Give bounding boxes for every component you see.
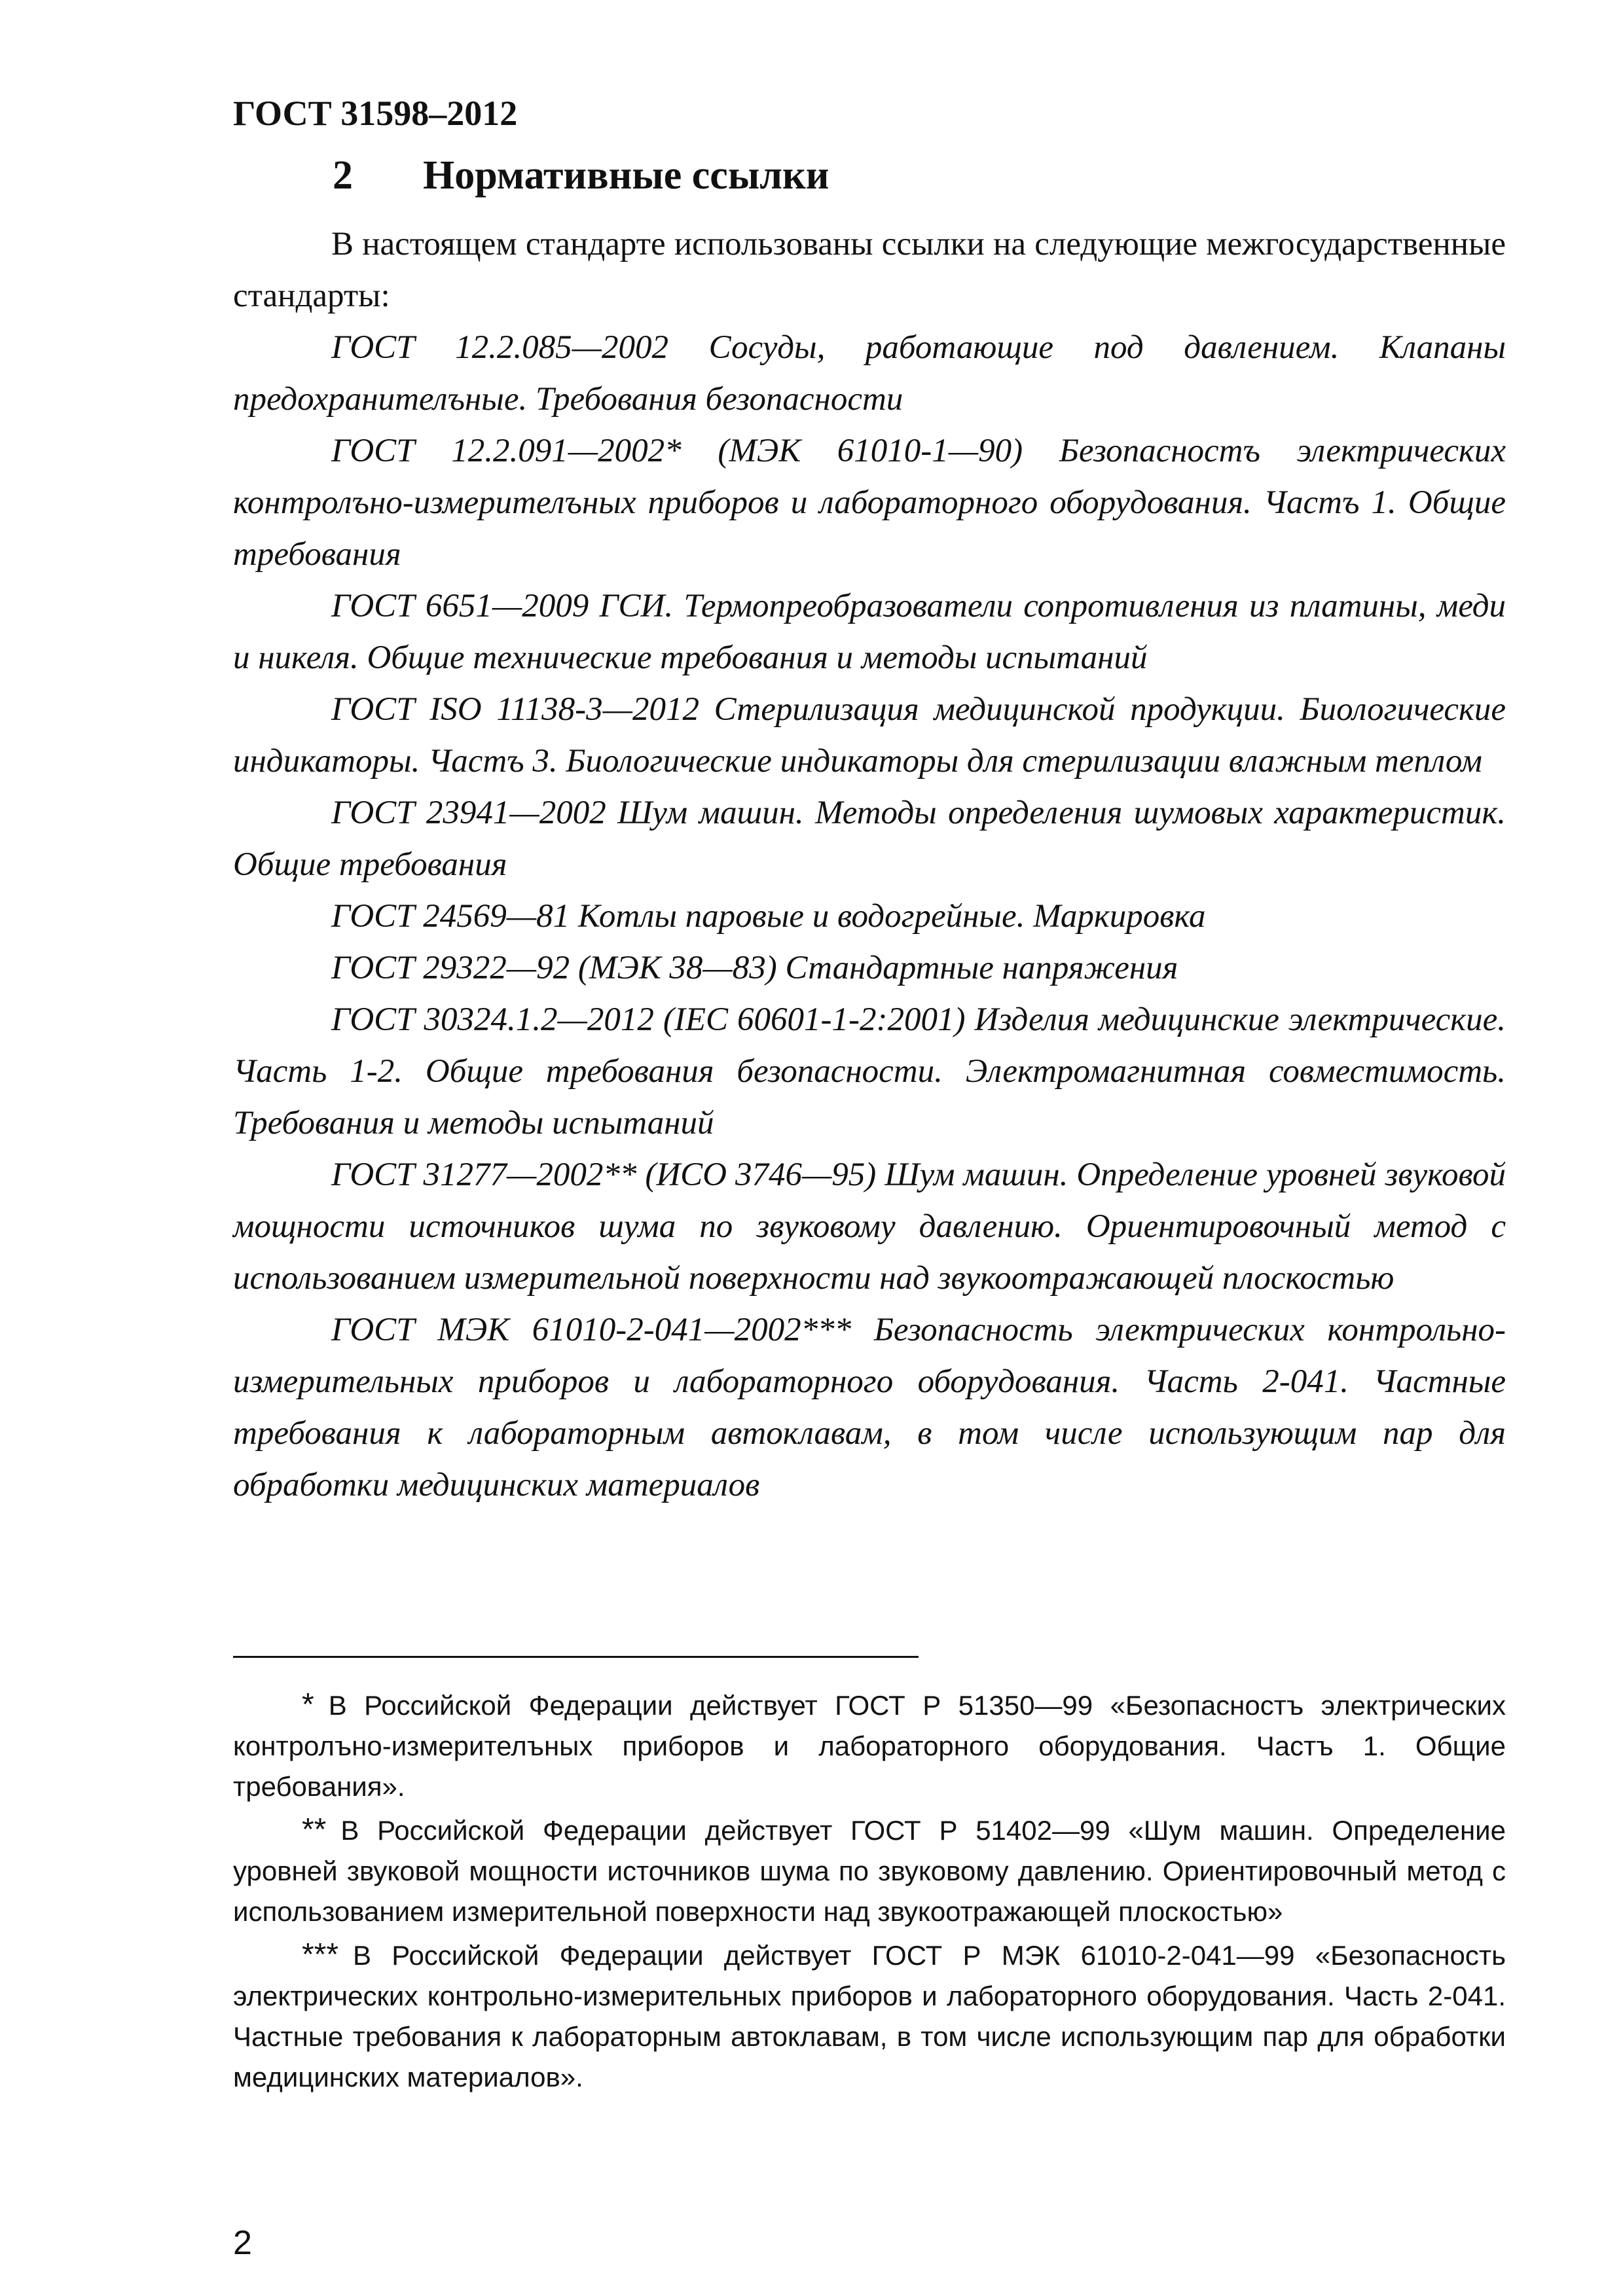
footnote-mark: * [302, 1687, 314, 1722]
reference-item: ГОСТ 23941—2002 Шум машин. Методы определения шумовых характеристик. Общие требования [233, 795, 1506, 883]
reference-item: ГОСТ 29322—92 (МЭК 38—83) Стандартные напряжения [331, 950, 1178, 986]
document-id-header: ГОСТ 31598–2012 [233, 94, 518, 133]
footnote-text: В Российской Федерации действует ГОСТ Р МЭК 61010-2-041—99 «Безопасность электрических контрольно-измерительных приборов и лабораторного оборудования. Часть 2-041. Частные требования к лабораторным автоклавам, в том числе использующим пар для обработки медицинских материалов». [233, 1940, 1506, 2092]
footnotes [233, 1685, 1506, 2100]
footnote-item [233, 1685, 1506, 1807]
reference-item: ГОСТ 6651—2009 ГСИ. Термопреобразователи сопротивления из платины, меди и никеля. Общие технические требования и методы испытаний [233, 588, 1506, 676]
footnote-text: В Российской Федерации действует ГОСТ Р 51350—99 «Безопасностъ электрических контролъно-измерителъных приборов и лабораторного оборудования. Частъ 1. Общие требования». [233, 1690, 1506, 1802]
reference-item: ГОСТ 12.2.091—2002* (МЭК 61010-1—90) Безопасностъ электрических контролъно-измерителъных приборов и лабораторного оборудования. Частъ 1. Общие требования [233, 433, 1506, 573]
section-number: 2 [333, 153, 353, 198]
reference-item: ГОСТ ISO 11138-3—2012 Стерилизация медицинской продукции. Биологические индикаторы. Частъ 3. Биологические индикаторы для стерилизации влажным теплом [233, 691, 1506, 780]
footnote-mark: *** [302, 1937, 339, 1972]
reference-item: ГОСТ 24569—81 Котлы паровые и водогрейные. Маркировка [331, 898, 1206, 935]
reference-item: ГОСТ 31277—2002** (ИСО 3746—95) Шум машин. Определение уровней звуковой мощности источников шума по звуковому давлению. Ориентировочный метод с использованием измерительной поверхности над звукоотражающей плоскостью [233, 1157, 1506, 1297]
footnote-item [233, 1810, 1506, 1932]
page-number: 2 [233, 2224, 252, 2262]
reference-item: ГОСТ МЭК 61010-2-041—2002*** Безопасность электрических контрольно-измерительных приборов и лабораторного оборудования. Часть 2-041. Частные требования к лабораторным автоклавам, в том числе использующим пар для обработки медицинских материалов [233, 1312, 1506, 1503]
footnote-separator [233, 1656, 919, 1658]
footnote-text: В Российской Федерации действует ГОСТ Р 51402—99 «Шум машин. Определение уровней звуковой мощности источников шума по звуковому давлению. Ориентировочный метод с использованием измерительной поверхности над звукоотражающей плоскостью» [233, 1815, 1506, 1927]
intro-paragraph: В настоящем стандарте использованы ссылки на следующие межгосударственные стандарты: [233, 226, 1506, 314]
footnote-item [233, 1935, 1506, 2098]
reference-item: ГОСТ 12.2.085—2002 Сосуды, работающие под давлением. Клапаны предохранителъные. Требования безопасности [233, 329, 1506, 418]
section-title: Нормативные ссылки [423, 153, 830, 198]
reference-item: ГОСТ 30324.1.2—2012 (IEC 60601-1-2:2001) Изделия медицинские электрические. Часть 1-2. Общие требования безопасности. Электромагнитная совместимость. Требования и методы испытаний [233, 1001, 1506, 1141]
body-text [233, 219, 1506, 1511]
footnote-mark: ** [302, 1812, 327, 1847]
